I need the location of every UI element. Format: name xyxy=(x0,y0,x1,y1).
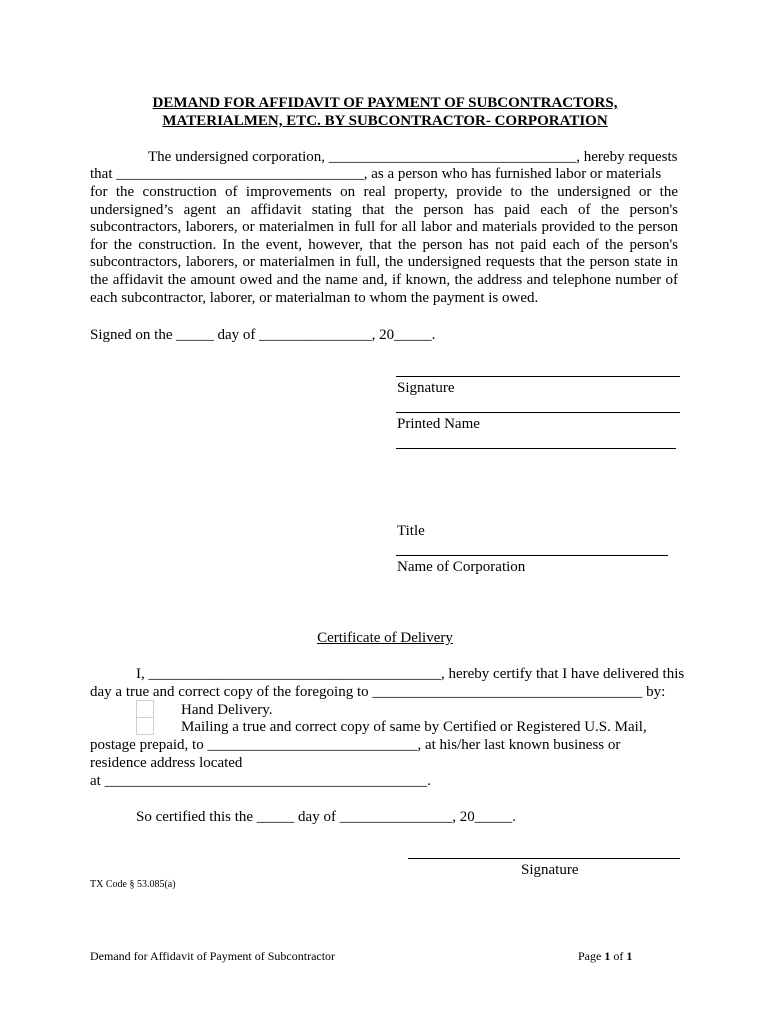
corporation-line xyxy=(396,555,668,556)
signed-on-line: Signed on the _____ day of _______________, 20_____. xyxy=(90,327,436,343)
postage-line: postage prepaid, to ____________________________, at his/her last known business or xyxy=(90,737,621,753)
residence-line: residence address located xyxy=(90,755,243,771)
printed-name-line xyxy=(396,412,680,413)
certificate-heading: Certificate of Delivery xyxy=(317,630,453,646)
mail-delivery-label: Mailing a true and correct copy of same by Certified or Registered U.S. Mail, xyxy=(181,719,647,735)
para1-line1: The undersigned corporation, _________________________________, hereby requests xyxy=(148,149,678,165)
page-current: 1 xyxy=(604,949,611,963)
title-label: Title xyxy=(397,523,425,539)
hand-delivery-label: Hand Delivery. xyxy=(181,702,273,718)
document-title-line1: DEMAND FOR AFFIDAVIT OF PAYMENT OF SUBCONTRACTORS, xyxy=(152,95,618,111)
printed-name-label: Printed Name xyxy=(397,416,480,432)
signature-line xyxy=(396,376,680,377)
certificate-line1: I, _______________________________________, hereby certify that I have delivered this xyxy=(136,666,685,682)
page-of: of xyxy=(610,949,627,963)
corporation-label: Name of Corporation xyxy=(397,559,526,575)
certificate-signature-label: Signature xyxy=(521,862,579,878)
certificate-line2: day a true and correct copy of the foregoing to ____________________________________ by: xyxy=(90,684,666,700)
hand-delivery-checkbox[interactable] xyxy=(136,700,154,718)
document-title-line2: MATERIALMEN, ETC. BY SUBCONTRACTOR- CORPORATION xyxy=(162,113,608,129)
code-reference: TX Code § 53.085(a) xyxy=(90,879,176,890)
footer-title: Demand for Affidavit of Payment of Subcontractor xyxy=(90,949,336,963)
certified-line: So certified this the _____ day of _______________, 20_____. xyxy=(136,809,516,825)
page-number xyxy=(578,949,632,964)
certificate-signature-line xyxy=(408,858,680,859)
address-at-line: at ___________________________________________. xyxy=(90,773,431,789)
para1-body: for the construction of improvements on real property, provide to the undersigned or the undersigned’s agent an affidavit stating that the person has paid each of the person's subcontractors, laborers, or materialmen in full for all labor and materials provided to the person for the construction. In the event, however, that the person has not paid each of the person's subcontractors, laborers, or materialmen in full, the undersigned requests that the person state in the affidavit the amount owed and the name and, if known, the address and telephone number of each subcontractor, laborer, or materialman to whom the payment is owed. xyxy=(90,184,678,306)
signature-label: Signature xyxy=(397,380,455,396)
blank-line xyxy=(396,448,676,449)
page-prefix: Page xyxy=(578,949,605,963)
mail-delivery-checkbox[interactable] xyxy=(136,717,154,735)
page-total: 1 xyxy=(626,949,633,963)
para1-line2: that _________________________________, as a person who has furnished labor or materials xyxy=(90,166,662,182)
